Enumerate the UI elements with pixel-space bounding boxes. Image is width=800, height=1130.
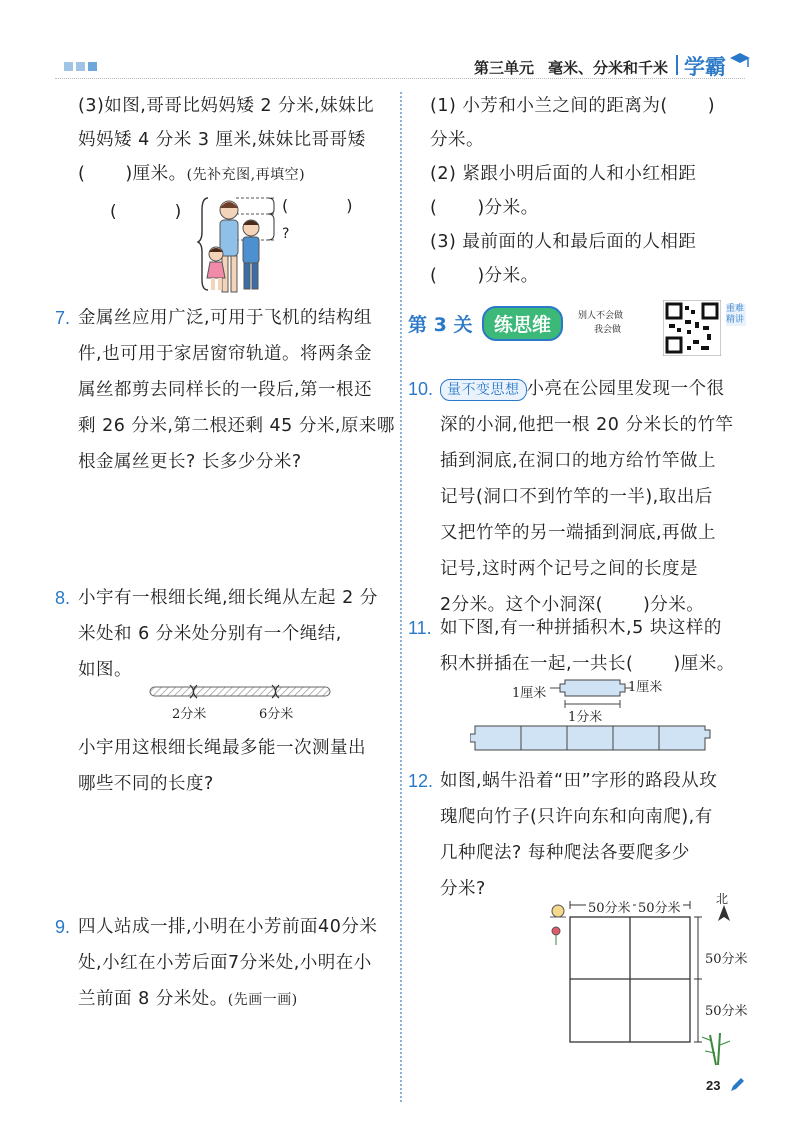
grid-top-label1: 50分米 bbox=[586, 897, 633, 916]
grid-top-label2: 50分米 bbox=[636, 897, 683, 916]
brand-logo: 学霸 bbox=[684, 55, 726, 79]
qr-code-icon[interactable] bbox=[663, 300, 721, 356]
q8-line2: 米处和 6 分米处分别有一个绳结, bbox=[78, 624, 342, 644]
qr-caption: 重难精讲 bbox=[726, 304, 745, 325]
header-unit: 第三单元 bbox=[474, 59, 535, 77]
q12-number: 12. bbox=[408, 771, 434, 791]
bamboo-icon bbox=[702, 1033, 730, 1065]
answer-blank-close: )厘米。 bbox=[125, 164, 187, 184]
q12-line1: 如图,蜗牛沿着“田”字形的路段从玫 bbox=[440, 771, 718, 791]
q11-number: 11. bbox=[408, 618, 432, 638]
block-label-left: 1厘米 bbox=[512, 686, 547, 701]
q9-sub2: (2) 紧跟小明后面的人和小红相距 bbox=[430, 164, 697, 184]
north-label: 北 bbox=[716, 892, 729, 906]
q8-line4: 小宇用这根细长绳最多能一次测量出 bbox=[78, 738, 366, 758]
q8-line3: 如图。 bbox=[78, 660, 132, 680]
q9-sub2-blank: ( )分米。 bbox=[430, 198, 539, 218]
q9-line3: 兰前面 8 分米处。(先画一画) bbox=[78, 989, 298, 1009]
page-number: 23 bbox=[706, 1078, 721, 1093]
q9-number: 9. bbox=[55, 917, 71, 937]
q12-line4: 分米? bbox=[440, 879, 486, 899]
q6-3-line2: 妈妈矮 4 分米 3 厘米,妹妹比哥哥矮 bbox=[78, 130, 366, 150]
q7-line5: 根金属丝更长? 长多少分米? bbox=[78, 452, 302, 472]
q7-number: 7. bbox=[55, 308, 71, 328]
q10-line7: 2分米。这个小洞深( )分米。 bbox=[440, 595, 705, 615]
level-slogan2: 我会做 bbox=[594, 325, 622, 335]
q7-line1: 金属丝应用广泛,可用于飞机的结构组 bbox=[78, 308, 373, 328]
q11-line1: 如下图,有一种拼插积木,5 块这样的 bbox=[440, 618, 722, 638]
q10-line1: 量不变思想 小亮在公园里发现一个很 bbox=[440, 371, 725, 407]
block-figure bbox=[470, 672, 720, 756]
graduation-cap-icon bbox=[728, 50, 752, 72]
grid-side-label2: 50分米 bbox=[705, 1004, 748, 1019]
header-bar bbox=[676, 55, 678, 75]
grid-side-label1: 50分米 bbox=[705, 952, 748, 967]
q10-line4: 记号(洞口不到竹竿的一半),取出后 bbox=[440, 487, 713, 507]
q6-3-line3 bbox=[78, 156, 305, 193]
q7-line3: 属丝都剪去同样长的一段后,第一根还 bbox=[78, 380, 373, 400]
header-square-icon bbox=[64, 62, 73, 71]
level-title: 练思维 bbox=[482, 306, 563, 341]
q10-line2: 深的小洞,他把一根 20 分米长的竹竿 bbox=[440, 415, 734, 435]
q9-sub1-unit: 分米。 bbox=[430, 130, 484, 150]
block-label-right: 1厘米 bbox=[628, 680, 663, 695]
fig-question-mark: ? bbox=[282, 226, 290, 242]
q10-tag: 量不变思想 bbox=[440, 379, 527, 401]
q9-note: (先画一画) bbox=[227, 992, 298, 1008]
q12-line2: 瑰爬向竹子(只许向东和向南爬),有 bbox=[440, 807, 713, 827]
q10-line6: 记号,这时两个记号之间的长度是 bbox=[440, 559, 699, 579]
q10-number: 10. bbox=[408, 379, 434, 399]
header-topic: 毫米、分米和千米 bbox=[548, 59, 669, 77]
header-square-icon bbox=[76, 62, 85, 71]
fig-paren-left: ( ) bbox=[110, 202, 182, 222]
q10-line3: 插到洞底,在洞口的地方给竹竿做上 bbox=[440, 451, 717, 471]
q10-line5: 又把竹竿的另一端插到洞底,再做上 bbox=[440, 523, 717, 543]
q11-line2: 积木拼插在一起,一共长( )厘米。 bbox=[440, 654, 735, 674]
q9-line1: 四人站成一排,小明在小芳前面40分米 bbox=[78, 917, 378, 937]
rope-label-6dm: 6分米 bbox=[259, 707, 294, 722]
pencil-icon bbox=[728, 1076, 746, 1094]
q7-line4: 剩 26 分米,第二根还剩 45 分米,原来哪 bbox=[78, 416, 395, 436]
block-label-bottom: 1分米 bbox=[568, 710, 603, 725]
q6-3-note: (先补充图,再填空) bbox=[186, 167, 306, 183]
rope-label-2dm: 2分米 bbox=[172, 707, 207, 722]
q7-line2: 件,也可用于家居窗帘轨道。将两条金 bbox=[78, 344, 373, 364]
header-square-icon bbox=[88, 62, 97, 71]
q12-line3: 几种爬法? 每种爬法各要爬多少 bbox=[440, 843, 690, 863]
q9-sub3-blank: ( )分米。 bbox=[430, 266, 539, 286]
q8-line1: 小宇有一根细长绳,细长绳从左起 2 分 bbox=[78, 588, 378, 608]
q8-line5: 哪些不同的长度? bbox=[78, 774, 214, 794]
answer-blank-open: ( bbox=[78, 164, 86, 184]
q9-sub1: (1) 小芳和小兰之间的距离为( ) bbox=[430, 96, 716, 116]
q9-line2: 处,小红在小芳后面7分米处,小明在小 bbox=[78, 953, 372, 973]
level-banner bbox=[408, 300, 748, 358]
header-rule bbox=[55, 78, 745, 79]
q9-sub3: (3) 最前面的人和最后面的人相距 bbox=[430, 232, 697, 252]
column-divider bbox=[400, 92, 402, 1102]
grid-path-figure bbox=[540, 895, 760, 1075]
q6-3-line1: (3)如图,哥哥比妈妈矮 2 分米,妹妹比 bbox=[78, 96, 375, 116]
q8-number: 8. bbox=[55, 588, 71, 608]
fig-paren-right: ( ) bbox=[282, 196, 353, 215]
level-prefix: 第 3 关 bbox=[408, 314, 473, 336]
level-slogan1: 别人不会做 bbox=[578, 311, 624, 321]
